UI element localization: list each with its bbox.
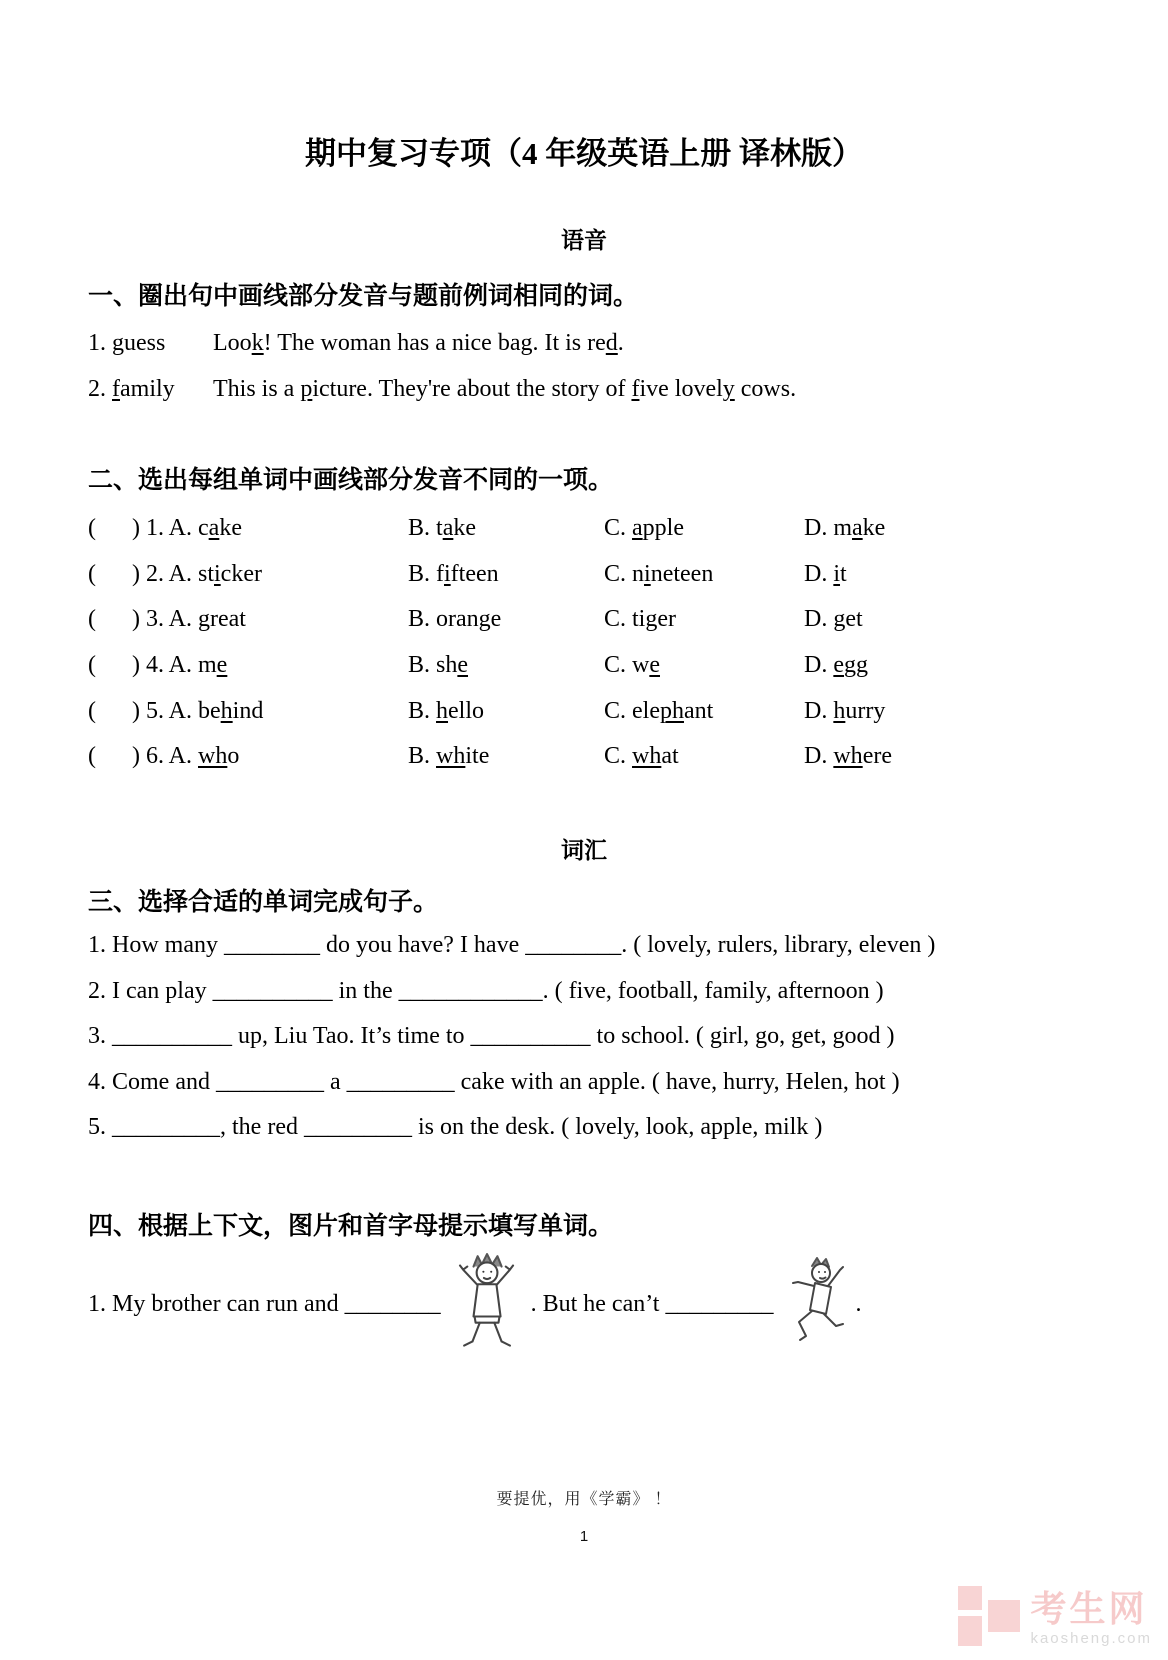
q1-item-1 <box>88 330 1128 357</box>
q4-item-1-text-end: . <box>855 1290 862 1317</box>
q1-item-1-sentence: Look! The woman has a nice bag. It is red. <box>213 330 624 356</box>
section-header-phonetics: 语音 <box>561 227 607 253</box>
q2-row5-option-c: C. elephant <box>604 697 714 724</box>
q4-item-1 <box>88 1252 1138 1356</box>
q2-row1-option-b: B. take <box>408 515 476 542</box>
page-number: 1 <box>579 1528 589 1545</box>
q3-sentence-3: 3. __________ up, Liu Tao. It’s time to __________ to school. ( girl, go, get, good ) <box>88 1023 895 1049</box>
q3-sentence-5: 5. _________, the red _________ is on the desk. ( lovely, look, apple, milk ) <box>88 1114 823 1140</box>
site-watermark <box>958 1586 1152 1646</box>
q2-row6-option-a: ( ) 6. A. who <box>88 743 240 770</box>
q2-row6-option-b: B. white <box>408 743 490 770</box>
q2-row4-option-b: B. she <box>408 652 469 679</box>
q2-row5-option-d: D. hurry <box>804 697 886 724</box>
q2-row1-option-d: D. make <box>804 515 886 542</box>
q1-title: 一、圈出句中画线部分发音与题前例词相同的词。 <box>88 282 639 310</box>
q2-row2-option-c: C. nineteen <box>604 560 714 587</box>
watermark-text <box>1030 1588 1152 1647</box>
q2-row3-option-a: ( ) 3. A. great <box>88 606 246 633</box>
section-header-vocabulary: 词汇 <box>561 837 607 863</box>
page-title: 期中复习专项（4 年级英语上册 译林版） <box>305 136 863 171</box>
q3-sentence-list <box>88 932 1138 1160</box>
q2-row6-option-d: D. where <box>804 743 892 770</box>
kaosheng-logo-icon <box>958 1586 1020 1646</box>
q2-row4-option-a: ( ) 4. A. me <box>88 652 228 679</box>
q2-title: 二、选出每组单词中画线部分发音不同的一项。 <box>88 466 614 494</box>
q2-row1-option-c: C. apple <box>604 515 684 542</box>
watermark-site-url: kaosheng.com <box>1030 1630 1152 1647</box>
jumping-boy-image <box>447 1252 525 1356</box>
q2-row5-option-b: B. hello <box>408 697 485 724</box>
q1-item-1-example-word: 1. guess <box>88 330 166 356</box>
q2-options-table <box>88 506 1128 780</box>
q2-row4-option-d: D. egg <box>804 652 868 679</box>
q1-item-2 <box>88 376 1128 403</box>
leaping-boy-image <box>779 1256 849 1352</box>
q2-row4-option-c: C. we <box>604 652 660 679</box>
footer-slogan: 要提优，用《学霸》 ！ <box>496 1491 672 1508</box>
q4-item-1-text-middle: . But he can’t _________ <box>530 1290 774 1317</box>
q2-row2-option-d: D. it <box>804 560 847 587</box>
q3-sentence-4: 4. Come and _________ a _________ cake with an apple. ( have, hurry, Helen, hot ) <box>88 1068 900 1095</box>
q4-item-1-text-start: 1. My brother can run and ________ <box>88 1290 441 1317</box>
q2-row2-option-a: ( ) 2. A. sticker <box>88 560 262 587</box>
q4-title: 四、根据上下文，图片和首字母提示填写单词。 <box>88 1212 614 1240</box>
q2-row1-option-a: ( ) 1. A. cake <box>88 515 242 542</box>
q2-row2-option-b: B. fifteen <box>408 560 499 587</box>
q2-row3-option-b: B. orange <box>408 606 502 633</box>
q1-item-2-sentence: This is a picture. They're about the story of five lovely cows. <box>213 376 797 402</box>
q2-row3-option-c: C. tiger <box>604 606 676 633</box>
q3-sentence-2: 2. I can play __________ in the ____________. ( five, football, family, afternoon ) <box>88 977 884 1004</box>
watermark-site-name: 考生网 <box>1030 1588 1148 1629</box>
q2-row3-option-d: D. get <box>804 606 863 633</box>
q1-item-2-example-word: 2. family <box>88 376 175 402</box>
q3-sentence-1: 1. How many ________ do you have? I have ________. ( lovely, rulers, library, eleven ) <box>88 932 936 958</box>
q2-row5-option-a: ( ) 5. A. behind <box>88 697 264 724</box>
q3-title: 三、选择合适的单词完成句子。 <box>88 888 439 916</box>
q2-row6-option-c: C. what <box>604 743 679 770</box>
